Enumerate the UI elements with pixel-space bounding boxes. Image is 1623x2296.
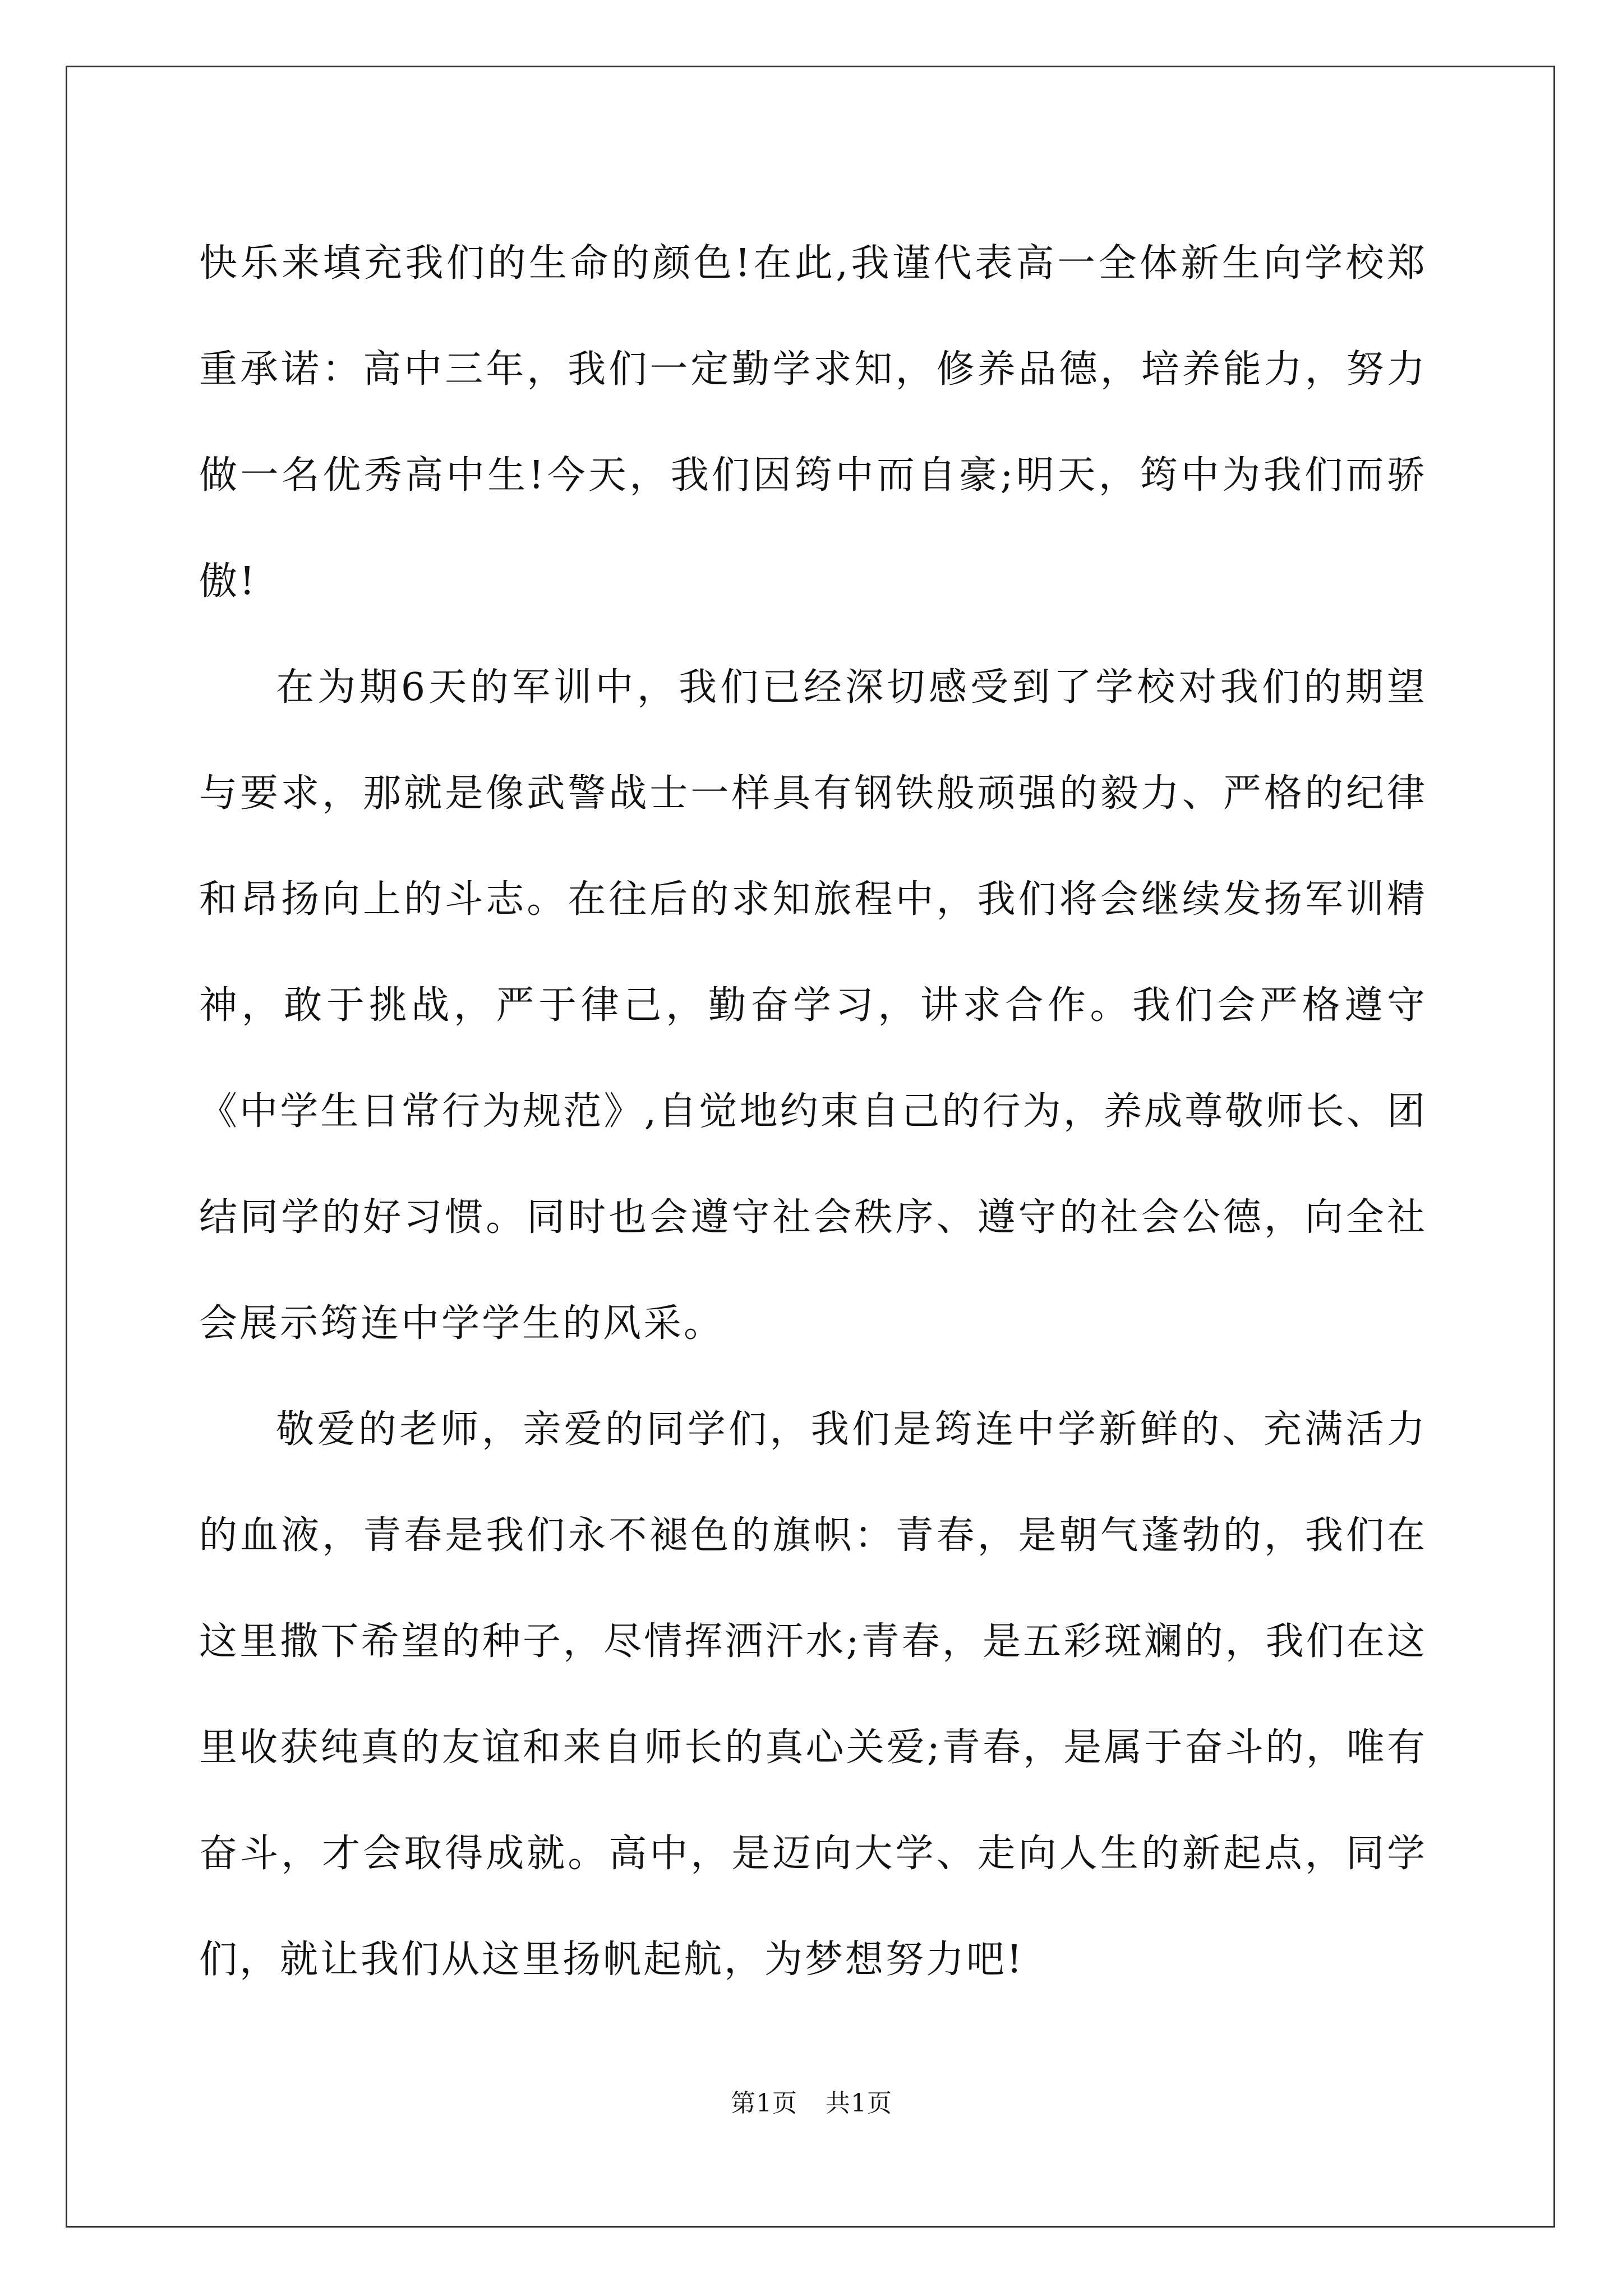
paragraph-continuation: 快乐来填充我们的生命的颜色!在此,我谨代表高一全体新生向学校郑重承诺：高中三年，我们一定勤学求知，修养品德，培养能力，努力做一名优秀高中生!今天，我们因筠中而自豪;明天，筠中为我们而骄傲! [199,241,1427,604]
page-total: 共1页 [826,2089,892,2118]
document-body [199,210,1427,2013]
paragraph-military-training: 在为期6天的军训中，我们已经深切感受到了学校对我们的期望与要求，那就是像武警战士一样具有钢铁般顽强的毅力、严格的纪律和昂扬向上的斗志。在往后的求知旅程中，我们将会继续发扬军训精神，敢于挑战，严于律己，勤奋学习，讲求合作。我们会严格遵守《中学生日常行为规范》,自觉地约束自己的行为，养成尊敬师长、团结同学的好习惯。同时也会遵守社会秩序、遵守的社会公德，向全社会展示筠连中学学生的风采。 [199,665,1427,1346]
paragraph-youth: 敬爱的老师，亲爱的同学们，我们是筠连中学新鲜的、充满活力的血液，青春是我们永不褪色的旗帜：青春，是朝气蓬勃的，我们在这里撒下希望的种子，尽情挥洒汗水;青春，是五彩斑斓的，我们在这里收获纯真的友谊和来自师长的真心关爱;青春，是属于奋斗的，唯有奋斗，才会取得成就。高中，是迈向大学、走向人生的新起点，同学们，就让我们从这里扬帆起航，为梦想努力吧! [199,1407,1427,1982]
page-footer [0,2087,1623,2120]
page-number: 第1页 [731,2089,797,2118]
